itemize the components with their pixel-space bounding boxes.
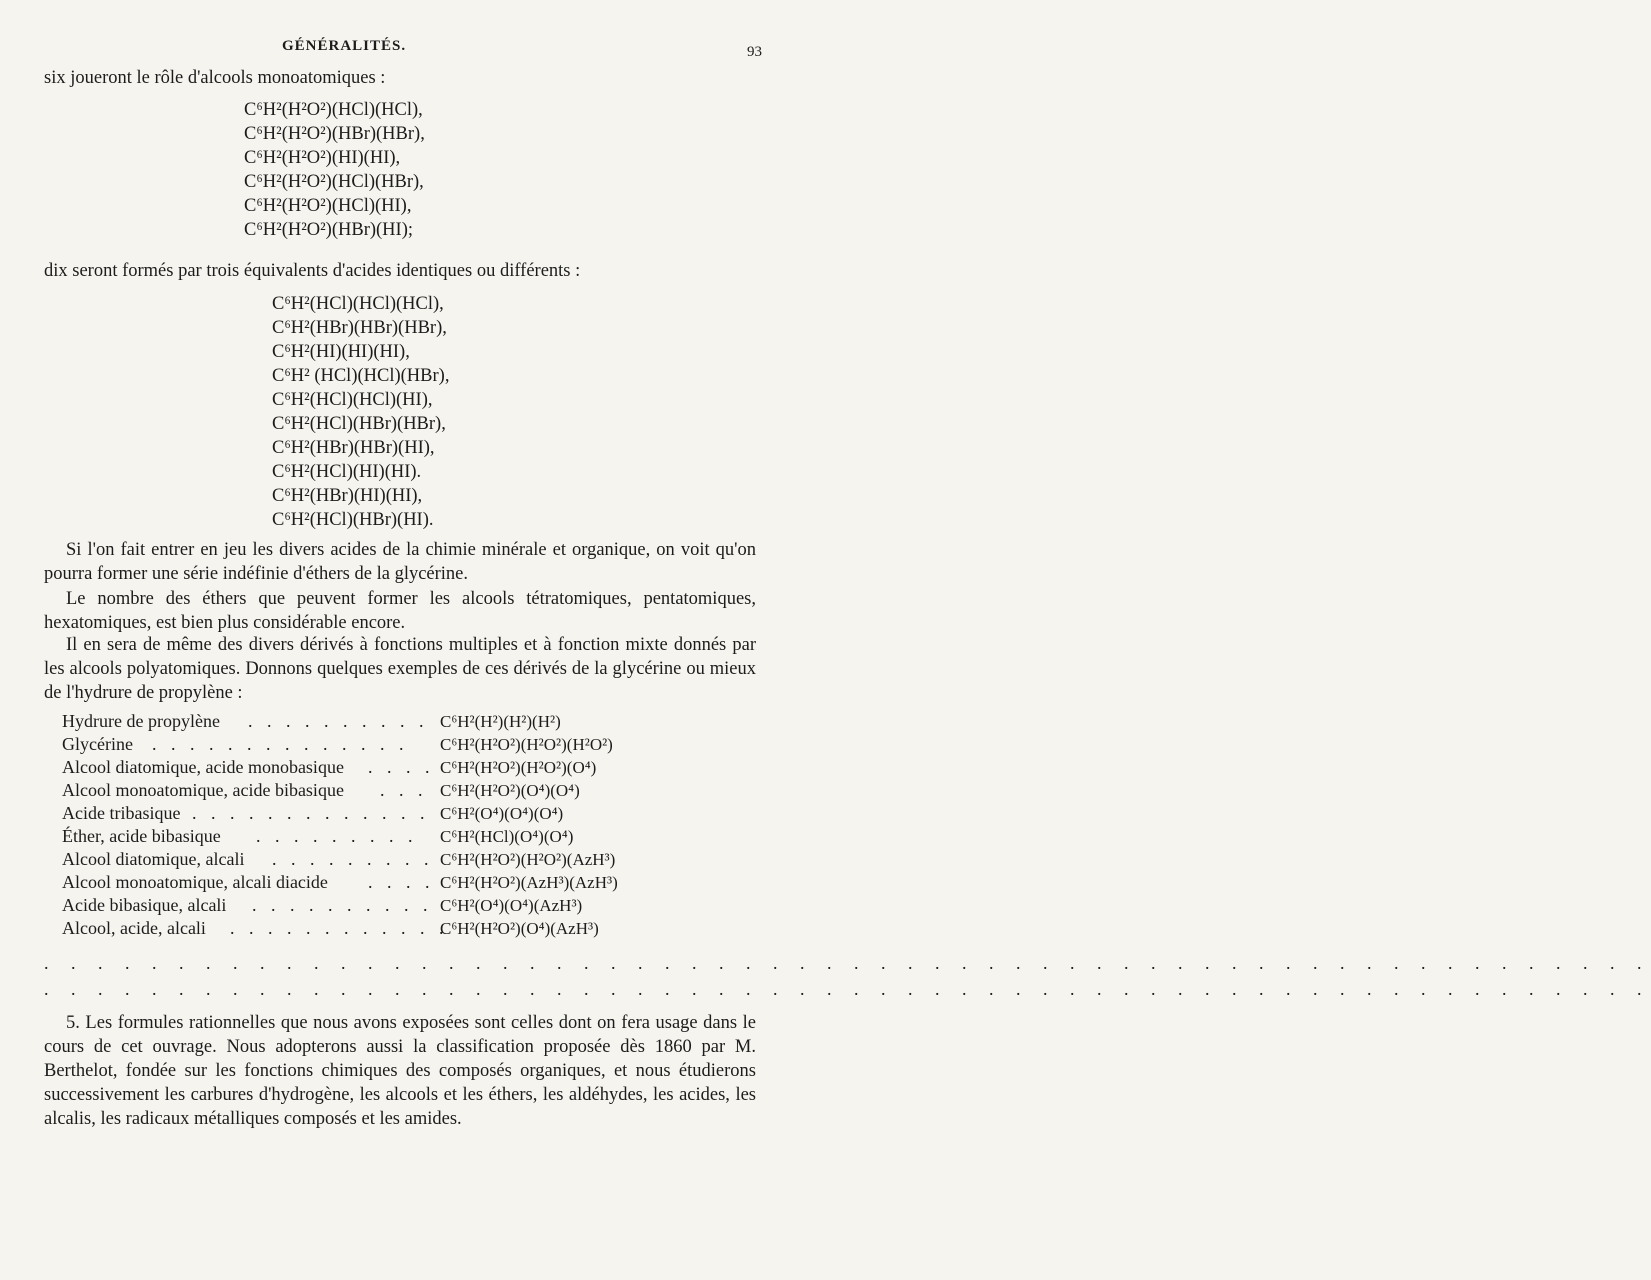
leader-dots: . . . . . . . . . . . . . . — [152, 734, 409, 754]
ether-formula: C⁶H²(HBr)(HI)(HI), — [272, 486, 423, 506]
row-formula: C⁶H²(H²O²)(H²O²)(AzH³) — [440, 850, 616, 869]
row-label: Acide bibasique, alcali — [62, 895, 227, 915]
table-row — [62, 779, 762, 802]
running-head: GÉNÉRALITÉS. — [282, 38, 407, 54]
page-number: 93 — [747, 44, 762, 60]
leader-dots: . . . . — [368, 872, 435, 892]
ellipsis-row: . . . . . . . . . . . . . . . . . . . . . . . . . . . . . . . . . . . . . . . . . . . . . . . . . . . . . . . . . . . . — [44, 953, 1651, 973]
row-label: Éther, acide bibasique — [62, 826, 221, 846]
row-formula: C⁶H²(H²O²)(AzH³)(AzH³) — [440, 873, 618, 892]
ether-formula: C⁶H²(HBr)(HBr)(HBr), — [272, 318, 447, 338]
ether-formula: C⁶H²(HI)(HI)(HI), — [272, 342, 410, 362]
row-label: Acide tribasique — [62, 803, 181, 823]
row-formula: C⁶H²(H²O²)(H²O²)(O⁴) — [440, 758, 597, 777]
table-row — [62, 802, 762, 825]
intro-ethers: dix seront formés par trois équivalents d'acides identiques ou différents : — [44, 261, 581, 281]
monoatomic-formula: C⁶H²(H²O²)(HCl)(HI), — [244, 196, 412, 216]
row-label: Alcool, acide, alcali — [62, 918, 206, 938]
row-formula: C⁶H²(H²O²)(H²O²)(H²O²) — [440, 735, 613, 754]
table-row — [62, 710, 762, 733]
row-formula: C⁶H²(O⁴)(O⁴)(AzH³) — [440, 896, 583, 915]
leader-dots: . . . — [380, 780, 428, 800]
ether-formula: C⁶H²(HCl)(HI)(HI). — [272, 462, 422, 482]
leader-dots: . . . . . . . . . — [256, 826, 418, 846]
leader-dots: . . . . . . . . . . — [248, 711, 429, 731]
ether-formula: C⁶H²(HCl)(HCl)(HI), — [272, 390, 433, 410]
row-formula: C⁶H²(O⁴)(O⁴)(O⁴) — [440, 804, 564, 823]
intro-monoatomic: six joueront le rôle d'alcools monoatomiques : — [44, 68, 386, 88]
ether-formula: C⁶H²(HBr)(HBr)(HI), — [272, 438, 435, 458]
paragraph-series: Si l'on fait entrer en jeu les divers acides de la chimie minérale et organique, on voit qu'on pourra former une série indéfinie d'éthers de la glycérine. — [44, 540, 756, 584]
leader-dots: . . . . . . . . . — [272, 849, 434, 869]
page-header — [0, 38, 800, 62]
row-label: Alcool diatomique, alcali — [62, 849, 245, 869]
row-formula: C⁶H²(HCl)(O⁴)(O⁴) — [440, 827, 574, 846]
row-label: Glycérine — [62, 734, 133, 754]
table-row — [62, 733, 762, 756]
row-label: Alcool diatomique, acide monobasique — [62, 757, 344, 777]
table-row — [62, 756, 762, 779]
leader-dots: . . . . — [368, 757, 435, 777]
ellipsis-row: . . . . . . . . . . . . . . . . . . . . . . . . . . . . . . . . . . . . . . . . . . . . . . . . . . . . . . . . . . . . — [44, 979, 1651, 999]
table-row — [62, 871, 762, 894]
table-row — [62, 825, 762, 848]
ether-formula: C⁶H² (HCl)(HCl)(HBr), — [272, 366, 450, 386]
leader-dots: . . . . . . . . . . — [252, 895, 433, 915]
paragraph-section-5: 5. Les formules rationnelles que nous avons exposées sont celles dont on fera usage dans le cours de cet ouvrage. Nous adopterons aussi la classification proposée dès 1860 par M. Berthelot, fondée sur les fonctions chimiques des composés organiques, et nous étudierons successivement les carbures d'hydrogène, les alcools et les éthers, les aldéhydes, les acides, les alcalis, les radicaux métalliques composés et les amides. — [44, 1013, 756, 1129]
row-label: Alcool monoatomique, acide bibasique — [62, 780, 344, 800]
row-formula: C⁶H²(H²)(H²)(H²) — [440, 712, 561, 731]
monoatomic-formula: C⁶H²(H²O²)(HBr)(HBr), — [244, 124, 425, 144]
table-row — [62, 917, 762, 940]
monoatomic-formula: C⁶H²(H²O²)(HCl)(HBr), — [244, 172, 424, 192]
row-formula: C⁶H²(H²O²)(O⁴)(AzH³) — [440, 919, 599, 938]
ether-formula: C⁶H²(HCl)(HBr)(HI). — [272, 510, 434, 530]
leader-dots: . . . . . . . . . . . . . — [192, 803, 430, 823]
monoatomic-formula: C⁶H²(H²O²)(HCl)(HCl), — [244, 100, 423, 120]
table-row — [62, 848, 762, 871]
ether-formula: C⁶H²(HCl)(HBr)(HBr), — [272, 414, 446, 434]
row-label: Hydrure de propylène — [62, 711, 220, 731]
ether-formula: C⁶H²(HCl)(HCl)(HCl), — [272, 294, 444, 314]
monoatomic-formula: C⁶H²(H²O²)(HBr)(HI); — [244, 220, 413, 240]
row-label: Alcool monoatomique, alcali diacide — [62, 872, 328, 892]
row-formula: C⁶H²(H²O²)(O⁴)(O⁴) — [440, 781, 580, 800]
monoatomic-formula: C⁶H²(H²O²)(HI)(HI), — [244, 148, 401, 168]
table-row — [62, 894, 762, 917]
paragraph-number: Le nombre des éthers que peuvent former les alcools tétratomiques, pentatomiques, hexatomiques, est bien plus considérable encore. — [44, 589, 756, 633]
leader-dots: . . . . . . . . . . . . — [230, 918, 449, 938]
paragraph-derivatives: Il en sera de même des divers dérivés à fonctions multiples et à fonction mixte donnés par les alcools polyatomiques. Donnons quelques exemples de ces dérivés de la glycérine ou mieux de l'hydrure de propylène : — [44, 635, 756, 703]
